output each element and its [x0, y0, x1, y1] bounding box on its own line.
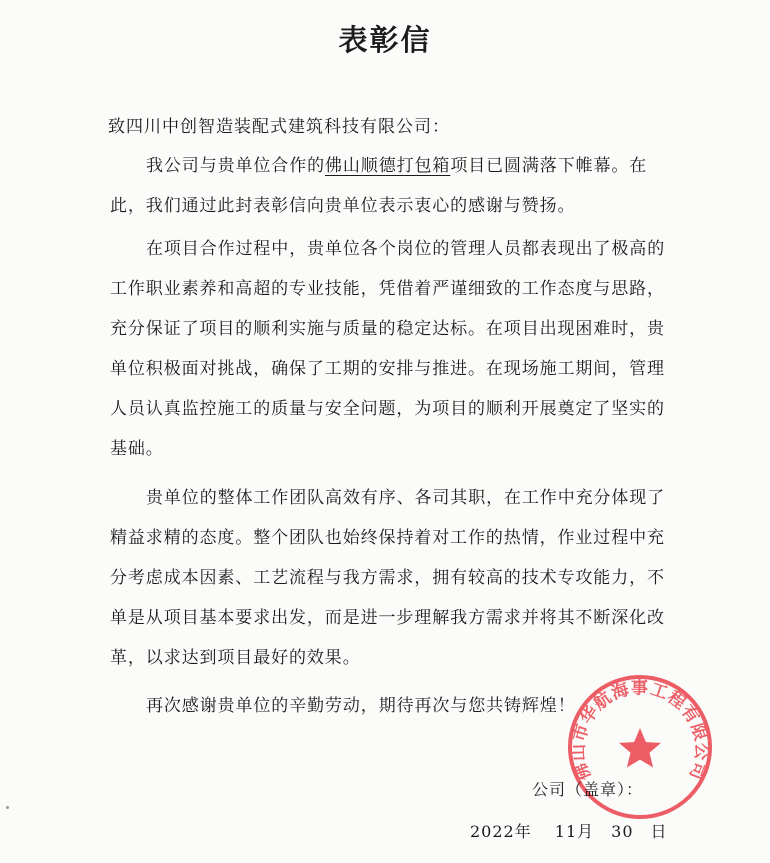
project-name: 佛山顺德打包箱 — [325, 156, 451, 176]
paragraph-2: 在项目合作过程中，贵单位各个岗位的管理人员都表现出了极高的工作职业素养和高超的专业技能，凭借着严谨细致的工作态度与思路，充分保证了项目的顺利实施与质量的稳定达标。在项目出现困难时，贵单位积极面对挑战，确保了工期的安排与推进。在现场施工期间，管理人员认真监控施工的质量与安全问题，为项目的顺利开展奠定了坚实的基础。 — [110, 239, 666, 459]
paragraph-1-intro: 我公司与贵单位合作的 — [146, 156, 325, 176]
seal-text: 佛山市华航海事工程有限公司 — [568, 678, 712, 784]
paragraph-3: 贵单位的整体工作团队高效有序、各司其职，在工作中充分体现了精益求精的态度。整个团队也始终保持着对工作的热情，作业过程中充分考虑成本因素、工艺流程与我方需求，拥有较高的技术专攻能力，不单是从项目基本要求出发，而是进一步理解我方需求并将其不断深化改革，以求达到项目最好的效果。 — [110, 488, 666, 668]
paragraph-1 — [110, 146, 675, 226]
page-title: 表彰信 — [338, 23, 432, 57]
paragraph-1-rest: 项目已圆满落下帷幕。在此，我们通过此封表彰信向贵单位表示衷心的感谢与赞扬。 — [110, 156, 648, 216]
paragraph-4: 再次感谢贵单位的辛勤劳动，期待再次与您共铸辉煌！ — [146, 696, 576, 716]
signature-date: 2022年 11月 30 日 — [470, 822, 668, 841]
seal-star-icon — [619, 728, 661, 768]
salutation: 致四川中创智造装配式建筑科技有限公司： — [108, 117, 450, 137]
signature-company-label: 公司（盖章）： — [532, 780, 644, 799]
scan-speck — [6, 806, 9, 809]
